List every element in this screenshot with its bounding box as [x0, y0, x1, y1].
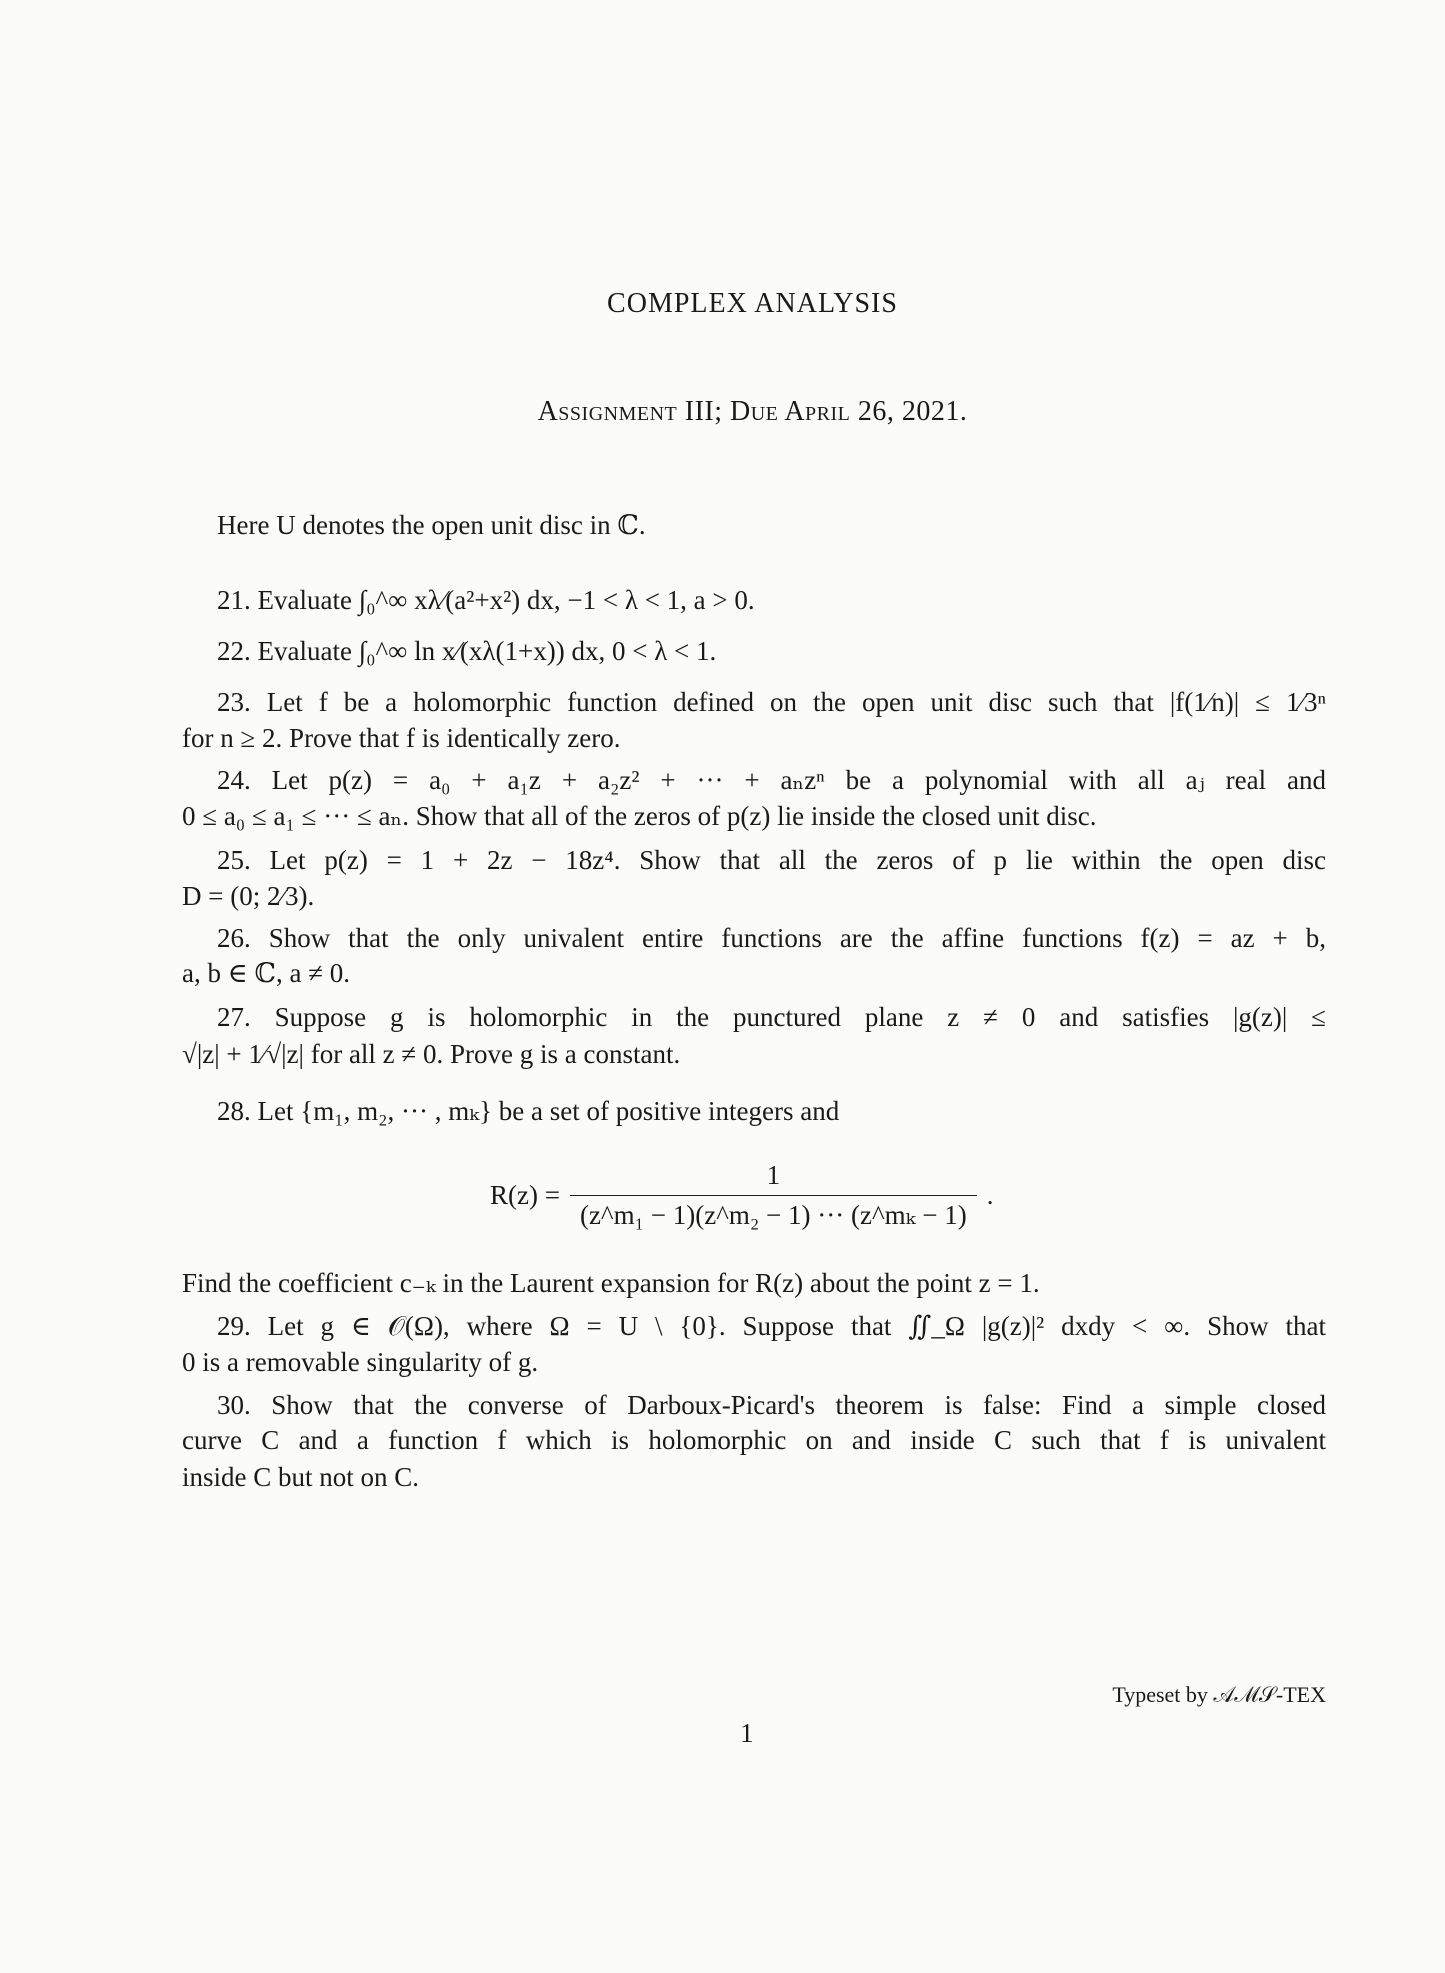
problem-30-line1: 30. Show that the converse of Darboux-Picard's theorem is false: Find a simple closed — [217, 1390, 1326, 1420]
problem-29-line2: 0 is a removable singularity of g. — [182, 1347, 539, 1377]
problem-22: 22. Evaluate ∫₀^∞ ln x⁄(xλ(1+x)) dx, 0 < λ < 1. — [217, 636, 717, 666]
problem-23-line1: 23. Let f be a holomorphic function defined on the open unit disc such that |f(1⁄n)| ≤ 1⁄3ⁿ — [217, 687, 1326, 717]
problem-25-line2: D = (0; 2⁄3). — [182, 881, 315, 911]
formula-lhs: R(z) = — [490, 1180, 560, 1210]
intro-text: Here U denotes the open unit disc in ℂ. — [217, 510, 646, 540]
problem-23-line2: for n ≥ 2. Prove that f is identically zero. — [182, 723, 621, 753]
problem-24-line1: 24. Let p(z) = a₀ + a₁z + a₂z² + ··· + aₙzⁿ be a polynomial with all aⱼ real and — [217, 765, 1326, 795]
laurent-formula — [490, 1160, 993, 1231]
problem-26-line1: 26. Show that the only univalent entire functions are the affine functions f(z) = az + b, — [217, 923, 1326, 953]
formula-denominator: (z^m₁ − 1)(z^m₂ − 1) ··· (z^mₖ − 1) — [570, 1195, 977, 1231]
formula-numerator: 1 — [766, 1160, 781, 1190]
formula-period: . — [986, 1180, 994, 1210]
page-number: 1 — [740, 1718, 754, 1748]
problem-26-line2: a, b ∈ ℂ, a ≠ 0. — [182, 958, 351, 988]
document-title: COMPLEX ANALYSIS — [607, 288, 898, 319]
problem-21: 21. Evaluate ∫₀^∞ xλ⁄(a²+x²) dx, −1 < λ < 1, a > 0. — [217, 585, 755, 615]
problem-28: 28. Let {m₁, m₂, ··· , mₖ} be a set of positive integers and — [217, 1096, 840, 1126]
problem-30-line3: inside C but not on C. — [182, 1462, 420, 1492]
typeset-footer: Typeset by 𝒜ℳ𝒮-TEX — [1112, 1682, 1326, 1707]
assignment-subtitle: Assignment III; Due April 26, 2021. — [537, 396, 968, 427]
formula-fraction — [570, 1160, 977, 1231]
problem-29-line1: 29. Let g ∈ 𝒪(Ω), where Ω = U \ {0}. Suppose that ∬_Ω |g(z)|² dxdy < ∞. Show that — [217, 1311, 1326, 1341]
problem-25-line1: 25. Let p(z) = 1 + 2z − 18z⁴. Show that all the zeros of p lie within the open disc — [217, 845, 1326, 875]
problem-24-line2: 0 ≤ a₀ ≤ a₁ ≤ ··· ≤ aₙ. Show that all of the zeros of p(z) lie inside the closed unit disc. — [182, 801, 1097, 831]
problem-27-line2: √|z| + 1⁄√|z| for all z ≠ 0. Prove g is a constant. — [182, 1039, 681, 1069]
problem-28-find: Find the coefficient c₋ₖ in the Laurent expansion for R(z) about the point z = 1. — [182, 1268, 1040, 1298]
problem-30-line2: curve C and a function f which is holomorphic on and inside C such that f is univalent — [182, 1425, 1326, 1455]
problem-27-line1: 27. Suppose g is holomorphic in the punctured plane z ≠ 0 and satisfies |g(z)| ≤ — [217, 1002, 1326, 1032]
